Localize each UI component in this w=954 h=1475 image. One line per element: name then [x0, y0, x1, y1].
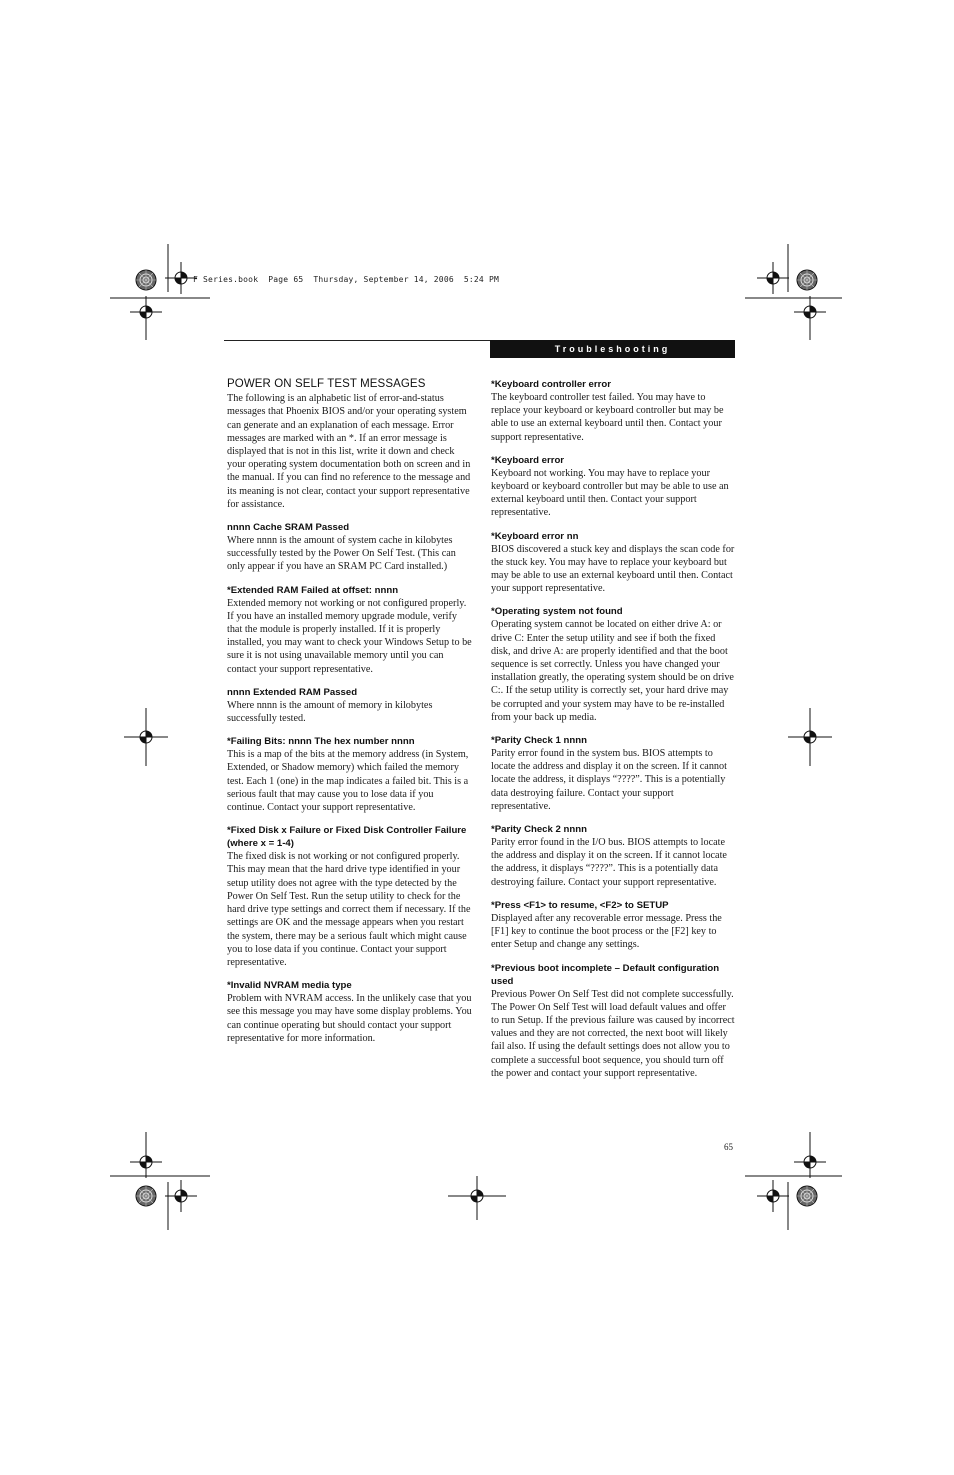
registration-rosette	[136, 270, 156, 290]
registration-rosette	[797, 270, 817, 290]
message-entry	[491, 823, 735, 889]
message-heading: *Previous boot incomplete – Default configuration used	[491, 962, 720, 987]
message-entry	[227, 735, 472, 814]
intro-paragraph: The following is an alphabetic list of error-and-status messages that Phoenix BIOS and/or your operating system can generate and an explanation of each message. Error messages are marked with an *. If an error message is displayed that is not in this list, write it down and check your operating system documentation both on screen and in the manual. If you can find no reference to the message and its meaning is not clear, contact your support representative for assistance.	[227, 393, 471, 510]
message-heading: nnnn Extended RAM Passed	[227, 686, 358, 698]
message-description: BIOS discovered a stuck key and displays the scan code for the stuck key. You may have to replace your keyboard but may be able to use an external keyboard until then. Contact your support representative.	[491, 543, 735, 595]
message-entry	[491, 734, 735, 813]
message-heading: *Failing Bits: nnnn The hex number nnnn	[227, 736, 415, 748]
registration-rosette	[797, 1186, 817, 1206]
message-entry	[491, 899, 735, 952]
message-entry	[491, 605, 735, 724]
message-entry	[227, 686, 472, 725]
message-heading: *Fixed Disk x Failure or Fixed Disk Controller Failure (where x = 1-4)	[227, 825, 467, 850]
message-description: Where nnnn is the amount of memory in kilobytes successfully tested.	[227, 699, 433, 725]
message-description: Operating system cannot be located on either drive A: or drive C: Enter the setup utility and see if both the fixed disk, and drive A: are properly identified and that the boot sequence is set correctly. Unless you have changed your installation greatly, the operating system should be on drive C:. If the setup utility is correctly set, your hard drive may be corrupted and your system may have to be re-installed from your back up media.	[491, 619, 734, 723]
page-title: POWER ON SELF TEST MESSAGES	[227, 378, 426, 390]
right-column	[491, 378, 735, 1090]
message-description: Problem with NVRAM access. In the unlikely case that you see this message you may have some display problems. You can continue operating but should contact your support representative for more information.	[227, 993, 472, 1044]
message-heading: *Operating system not found	[491, 606, 623, 618]
message-heading: *Keyboard controller error	[491, 379, 611, 390]
message-description: The keyboard controller test failed. You may have to replace your keyboard or keyboard controller but may be able to use an external keyboard until then. Contact your support representative.	[491, 392, 724, 443]
message-entry	[227, 584, 472, 676]
message-heading: *Press <F1> to resume, <F2> to SETUP	[491, 899, 669, 911]
message-entry	[491, 378, 735, 444]
section-header	[490, 340, 735, 358]
message-entry	[227, 824, 472, 969]
registration-crosshair	[757, 1180, 789, 1212]
message-description: This is a map of the bits at the memory address (in System, Extended, or Shadow memory) which failed the memory test. Each 1 (one) in the map indicates a failed bit. This is a serious fault that may cause you to lose data if you continue. Contact your support representative.	[227, 749, 469, 814]
message-heading: *Keyboard error nn	[491, 530, 579, 542]
book-slug: F Series.book Page 65 Thursday, September 14, 2006 5:24 PM	[193, 275, 500, 284]
left-column	[227, 378, 472, 1055]
header-rule	[224, 340, 490, 341]
message-description: Extended memory not working or not configured properly. If you have an installed memory upgrade module, verify that the module is properly installed. If it is properly installed, you may want to check your Windows Setup to be sure it is not using unavailable memory until you can contact your support representative.	[227, 597, 472, 675]
message-description: Previous Power On Self Test did not complete successfully. The Power On Self Test will load default values and offer to run Setup. If the previous failure was caused by incorrect values and they are not corrected, the next boot will likely fail also. If using the default settings does not allow you to complete a successful boot sequence, you should turn off the power and contact your support representative.	[491, 988, 735, 1079]
registration-crosshair	[757, 262, 789, 294]
message-heading: *Invalid NVRAM media type	[227, 980, 352, 992]
message-description: Keyboard not working. You may have to replace your keyboard or keyboard controller but may be able to use an external keyboard until then. Contact your support representative.	[491, 467, 729, 519]
message-description: Parity error found in the system bus. BIOS attempts to locate the address and display it on the screen. If it cannot locate the address, it displays “????”. This is a potentially data destroying failure. Contact your support representative.	[491, 748, 727, 812]
registration-rosette	[136, 1186, 156, 1206]
page-number: 65	[724, 1142, 733, 1152]
message-description: Parity error found in the I/O bus. BIOS attempts to locate the address and display it on the screen. If it cannot locate the address, it displays “????”. This is a potentially data destroying failure. Contact your support representative.	[491, 837, 727, 888]
message-heading: nnnn Cache SRAM Passed	[227, 522, 350, 534]
message-heading: *Keyboard error	[491, 454, 565, 466]
message-entry	[227, 979, 472, 1045]
message-heading: *Parity Check 1 nnnn	[491, 735, 587, 747]
message-entry	[491, 530, 735, 596]
registration-crosshair	[165, 1180, 197, 1212]
message-description: Displayed after any recoverable error message. Press the [F1] key to continue the boot process or the [F2] key to enter Setup and change any settings.	[491, 912, 722, 951]
message-entry	[491, 962, 735, 1080]
message-heading: *Parity Check 2 nnnn	[491, 824, 587, 836]
message-entry	[491, 454, 735, 520]
message-description: The fixed disk is not working or not configured properly. This may mean that the hard drive type identified in your setup utility does not agree with the type detected by the Power On Self Test. Run the setup utility to check for the hard drive type settings and correct them if necessary. If the settings are OK and the message appears when you restart the system, there may be a serious fault which might cause you to lose data if you continue. Contact your support representative.	[227, 851, 471, 968]
message-heading: *Extended RAM Failed at offset: nnnn	[227, 584, 399, 596]
message-entry	[227, 521, 472, 574]
section-header-label: Troubleshooting	[554, 344, 671, 354]
message-description: Where nnnn is the amount of system cache in kilobytes successfully tested by the Power On Self Test. (This can only appear if you have an SRAM PC Card installed.)	[227, 535, 456, 573]
